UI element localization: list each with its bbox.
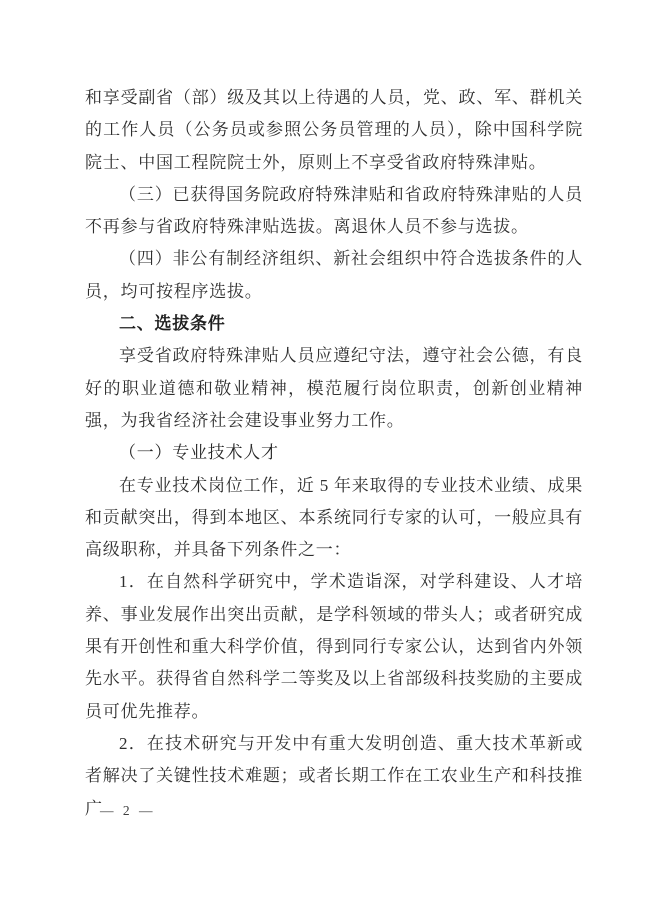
paragraph-selection-requirements: 享受省政府特殊津贴人员应遵纪守法，遵守社会公德，有良好的职业道德和敬业精神，模范履行岗位职责，创新创业精神强，为我省经济社会建设事业努力工作。 [85, 346, 583, 430]
clause-condition-2: 2．在技术研究与开发中有重大发明创造、重大技术革新或者解决了关键性技术难题；或者长期工作在工农业生产和科技推广 [85, 733, 583, 818]
subsection-heading-professional-talent: （一）专业技术人才 [119, 443, 279, 463]
clause-condition-1: 1．在自然科学研究中，学术造诣深，对学科建设、人才培养、事业发展作出突出贡献，是学科领域的带头人；或者研究成果有开创性和重大科学价值，得到同行专家公认，达到省内外领先水平。获得省自然科学二等奖及以上省部级科技奖励的主要成员可优先推荐。 [85, 572, 583, 721]
page-number: — 2 — [100, 803, 156, 818]
clause-item-4: （四）非公有制经济组织、新社会组织中符合选拔条件的人员，均可按程序选拔。 [85, 249, 583, 301]
paragraph-continuation: 和享受副省（部）级及其以上待遇的人员，党、政、军、群机关的工作人员（公务员或参照公务员管理的人员），除中国科学院院士、中国工程院院士外，原则上不享受省政府特殊津贴。 [85, 88, 583, 172]
paragraph-professional-intro: 在专业技术岗位工作，近 5 年来取得的专业技术业绩、成果和贡献突出，得到本地区、本系统同行专家的认可，一般应具有高级职称，并具备下列条件之一： [85, 475, 583, 560]
document-body [85, 82, 583, 825]
clause-item-3: （三）已获得国务院政府特殊津贴和省政府特殊津贴的人员不再参与省政府特殊津贴选拔。离退休人员不参与选拔。 [85, 184, 583, 237]
section-heading-selection-criteria: 二、选拔条件 [119, 314, 226, 334]
